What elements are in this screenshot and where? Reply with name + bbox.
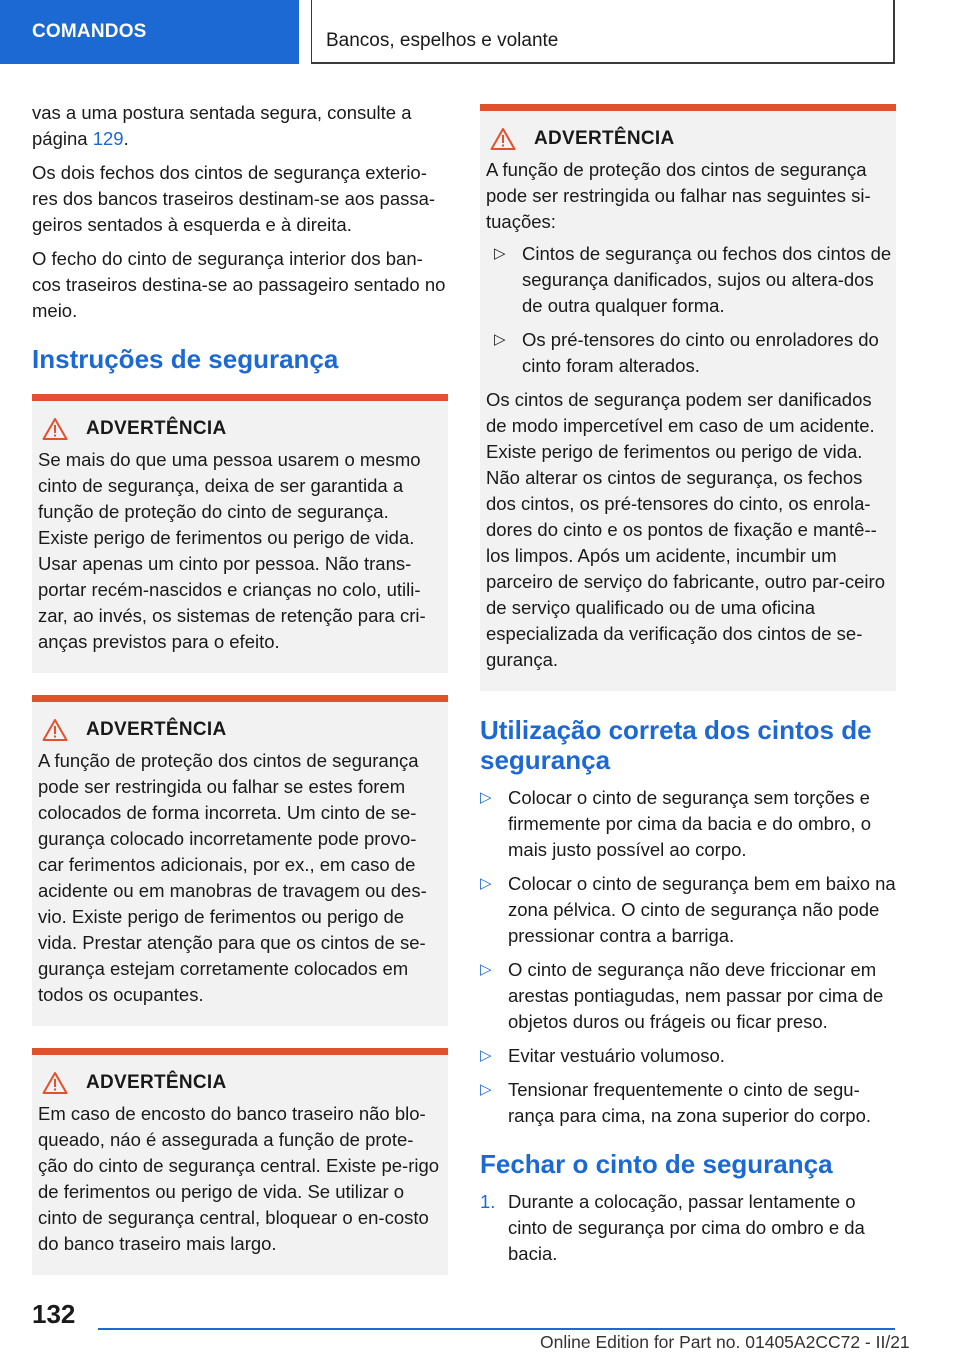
right-column: [480, 104, 896, 1275]
paragraph-1-end: .: [123, 128, 129, 149]
warning-text: Se mais do que uma pessoa usarem o mesmo cinto de segurança, deixa de ser garantida a função de proteção do cinto de segurança. Existe perigo de ferimentos ou perigo de vida. Usar apenas um cinto por pessoa. Não trans-portar recém-nascidos e crianças no colo, utili-zar, ao invés, os sistemas de retenção para cri-anças previstos para o efeito.: [38, 449, 426, 652]
triangle-right-icon: ▷: [494, 331, 506, 348]
warning-triangle-icon: [42, 718, 68, 742]
paragraph-1: [32, 100, 448, 152]
warning-header: [32, 417, 448, 441]
warning-title: ADVERTÊNCIA: [86, 719, 227, 740]
warning-triangle-icon: [42, 417, 68, 441]
warning-triangle-icon: [490, 127, 516, 151]
warning-triangle-icon: [42, 1071, 68, 1095]
section-title: COMANDOS: [32, 21, 147, 42]
list-item: [480, 871, 896, 949]
usage-list: [480, 785, 896, 1129]
warning-header: [480, 127, 896, 151]
section-heading-fasten: Fechar o cinto de segurança: [480, 1149, 833, 1179]
list-item: [480, 1077, 896, 1129]
triangle-right-icon: ▷: [480, 789, 492, 806]
paragraph-2: Os dois fechos dos cintos de segurança exterio-res dos bancos traseiros destinam-se aos passa-geiros sentados à esquerda e à direita.: [32, 162, 436, 235]
step-text: Durante a colocação, passar lentamente o cinto de segurança por cima do ombro e da bacia.: [508, 1191, 865, 1264]
step-number: 1.: [480, 1191, 496, 1212]
warning-box-3: [32, 1048, 448, 1275]
list-item-text: Tensionar frequentemente o cinto de segu-rança para cima, na zona superior do corpo.: [508, 1079, 872, 1126]
triangle-right-icon: ▷: [480, 961, 492, 978]
steps-list: [480, 1189, 896, 1267]
warning-box-1: [32, 394, 448, 673]
warning-title: ADVERTÊNCIA: [86, 1072, 227, 1093]
page-number: 132: [32, 1299, 76, 1329]
warning-title: ADVERTÊNCIA: [534, 128, 675, 149]
chapter-title: Bancos, espelhos e volante: [326, 30, 559, 51]
list-item-text: Evitar vestuário volumoso.: [508, 1045, 725, 1066]
paragraph-1-text: vas a uma postura sentada segura, consulte a página: [32, 102, 412, 149]
warning-list: [480, 235, 896, 379]
list-item: [486, 327, 896, 379]
list-item: [480, 1043, 896, 1069]
triangle-right-icon: ▷: [480, 1047, 492, 1064]
warning-text: A função de proteção dos cintos de segurança pode ser restringida ou falhar se estes forem colocados de forma incorreta. Um cinto de se-gurança colocado incorretamente pode provo-car ferimentos adicionais, por ex., em caso de acidente ou em manobras de travagem ou des-vio. Existe perigo de ferimentos ou perigo de vida. Prestar atenção para que os cintos de se-gurança estejam corretamente colocados em todos os ocupantes.: [38, 750, 427, 1005]
warning-header: [32, 1071, 448, 1095]
section-tab: [0, 0, 299, 64]
triangle-right-icon: ▷: [494, 245, 506, 262]
footer-divider: [98, 1328, 895, 1330]
list-item-text: O cinto de segurança não deve friccionar em arestas pontiagudas, nem passar por cima de objetos duros ou frágeis ou ficar preso.: [508, 959, 884, 1032]
warning-text: Em caso de encosto do banco traseiro não blo-queado, náo é assegurada a função de prote-ção do cinto de segurança central. Existe pe-rigo de ferimentos ou perigo de vida. Se utilizar o cinto de segurança central, bloquear o en-costo do banco traseiro mais largo.: [38, 1103, 440, 1254]
section-heading-safety: Instruções de segurança: [32, 344, 339, 374]
chapter-header: [311, 0, 895, 64]
section-heading-correct-use: Utilização correta dos cintos de segurança: [480, 715, 872, 775]
warning-intro: A função de proteção dos cintos de segurança pode ser restringida ou falhar nas seguintes si-tuações:: [486, 159, 871, 232]
triangle-right-icon: ▷: [480, 875, 492, 892]
list-item-text: Cintos de segurança ou fechos dos cintos de segurança danificados, sujos ou altera-dos de outra qualquer forma.: [522, 243, 892, 316]
page-reference-link[interactable]: 129: [92, 128, 124, 149]
list-item-text: Colocar o cinto de segurança bem em baixo na zona pélvica. O cinto de segurança não pode pressionar contra a barriga.: [508, 873, 896, 946]
list-item-text: Colocar o cinto de segurança sem torções e firmemente por cima da bacia e do ombro, o mais justo possível ao corpo.: [508, 787, 871, 860]
warning-header: [32, 718, 448, 742]
list-item: [480, 785, 896, 863]
warning-box-2: [32, 695, 448, 1026]
list-item: [486, 241, 896, 319]
list-item-text: Os pré-tensores do cinto ou enroladores do cinto foram alterados.: [522, 329, 879, 376]
edition-note: Online Edition for Part no. 01405A2CC72 - II/21: [540, 1332, 910, 1352]
left-column: [32, 100, 448, 1275]
step-item: [480, 1189, 896, 1267]
warning-text: Os cintos de segurança podem ser danificados de modo impercetível em caso de um acidente. Existe perigo de ferimentos ou perigo de vida. Não alterar os cintos de segurança, os fechos dos cintos, os pré-tensores do cinto, os enrola-dores do cinto e os pontos de fixação e mantê--los limpos. Após um acidente, incumbir um parceiro de serviço do fabricante, outro par-ceiro de serviço qualificado ou de uma oficina especializada da verificação dos cintos de se-gurança.: [486, 389, 885, 670]
warning-box-4: [480, 104, 896, 691]
warning-title: ADVERTÊNCIA: [86, 418, 227, 439]
triangle-right-icon: ▷: [480, 1081, 492, 1098]
list-item: [480, 957, 896, 1035]
paragraph-3: O fecho do cinto de segurança interior dos ban-cos traseiros destina-se ao passageiro sentado no meio.: [32, 248, 446, 321]
